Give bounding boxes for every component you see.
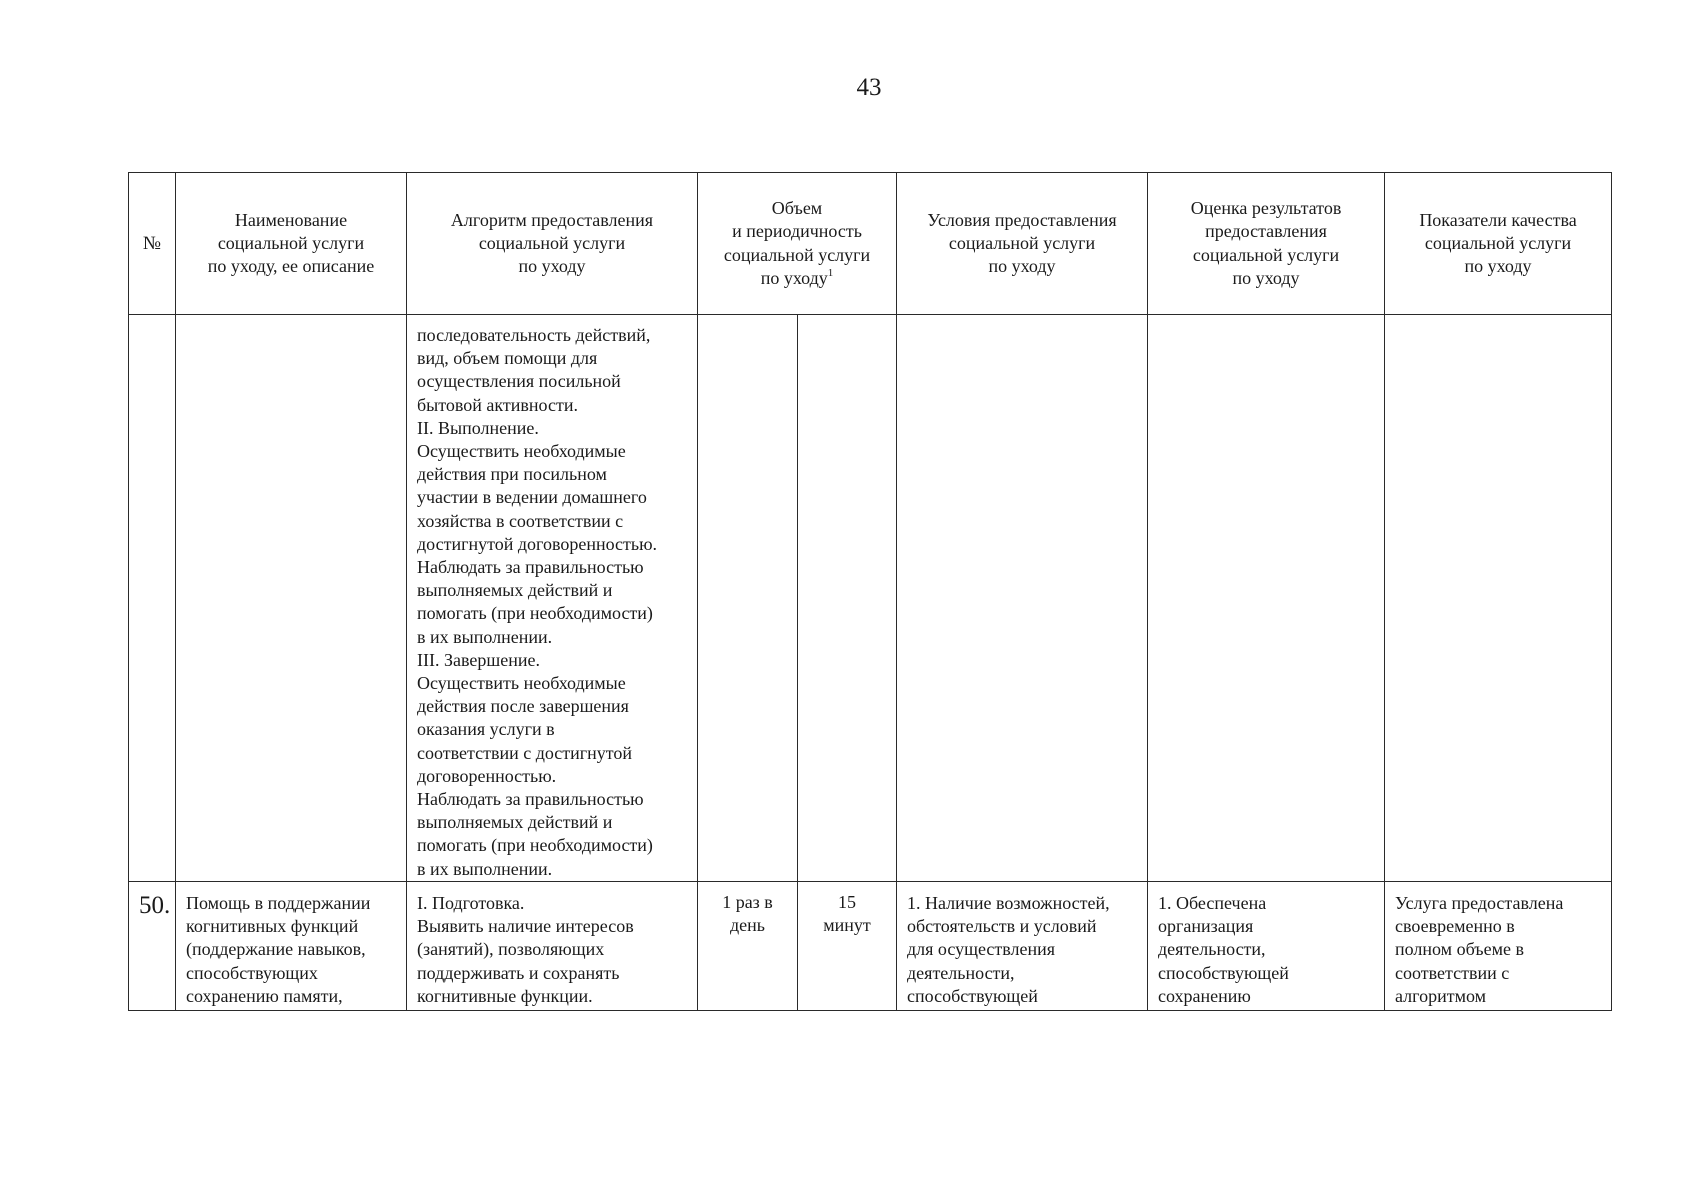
header-line: Условия предоставления (927, 209, 1117, 230)
text-line: Наблюдать за правильностью (417, 557, 644, 578)
text-line: 1. Обеспечена (1158, 893, 1267, 913)
cell-quality (1385, 315, 1612, 882)
header-number (129, 173, 176, 315)
text-line: помогать (при необходимости) (417, 835, 653, 856)
header-algorithm (407, 173, 698, 315)
footnote-marker: 1 (827, 266, 834, 279)
algorithm-text (407, 882, 697, 1008)
cell-evaluation (1148, 882, 1385, 1011)
header-line: социальной услуги (1192, 244, 1340, 265)
text-line: последовательность действий, (417, 325, 651, 345)
text-line: 1. Наличие возможностей, (907, 893, 1110, 913)
cell-conditions (897, 315, 1148, 882)
text-line: поддерживать и сохранять (417, 962, 620, 983)
header-line: Наименование (234, 209, 348, 230)
header-line: социальной услуги (217, 232, 365, 253)
text-line: III. Завершение. (417, 649, 540, 670)
text-line: способствующих (186, 962, 318, 983)
text-line: сохранению памяти, (186, 985, 343, 1006)
text-line: выполняемых действий и (417, 580, 613, 601)
header-line: по уходу, ее описание (207, 256, 375, 277)
text-line: (занятий), позволяющих (417, 939, 605, 960)
text-line: алгоритмом (1395, 985, 1487, 1006)
header-line: социальной услуги (478, 232, 626, 253)
header-quality (1385, 173, 1612, 315)
cell-quality (1385, 882, 1612, 1011)
header-number-label: № (142, 232, 162, 254)
header-line: Алгоритм предоставления (450, 209, 654, 230)
text-line: достигнутой договоренностью. (417, 533, 658, 554)
text-line: организация (1158, 916, 1254, 937)
text-line: вид, объем помощи для (417, 348, 598, 369)
evaluation-text (1148, 882, 1384, 1008)
quality-text (1385, 882, 1611, 1008)
header-line: по уходу (518, 256, 586, 277)
frequency-text (698, 882, 797, 937)
text-line: Помощь в поддержании (186, 893, 371, 913)
text-line: действия после завершения (417, 696, 629, 717)
header-line: социальной услуги (723, 244, 871, 265)
service-name-text (176, 882, 406, 1008)
text-line: когнитивные функции. (417, 985, 593, 1006)
text-line: выполняемых действий и (417, 812, 613, 833)
header-line: по уходу (1232, 267, 1300, 288)
cell-frequency (698, 315, 798, 882)
header-line: Оценка результатов (1190, 198, 1342, 219)
table-row-50 (129, 882, 1612, 1011)
table-row-continuation (129, 315, 1612, 882)
text-line: соответствии с достигнутой (417, 742, 633, 763)
header-line: Показатели качества (1419, 209, 1577, 230)
text-line: II. Выполнение. (417, 417, 539, 438)
text-line: оказания услуги в (417, 719, 555, 740)
header-evaluation (1148, 173, 1385, 315)
text-line: способствующей (1158, 962, 1289, 983)
care-services-table (128, 172, 1612, 1011)
text-line: (поддержание навыков, (186, 939, 366, 960)
text-line: сохранению (1158, 985, 1251, 1006)
algorithm-text (407, 315, 697, 881)
text-line: своевременно в (1395, 916, 1515, 937)
cell-frequency (698, 882, 798, 1011)
text-line: полном объеме в (1395, 939, 1524, 960)
cell-number (129, 315, 176, 882)
text-line: помогать (при необходимости) (417, 603, 653, 624)
text-line: деятельности, (907, 962, 1015, 983)
text-line: деятельности, (1158, 939, 1266, 960)
text-line: I. Подготовка. (417, 893, 525, 913)
header-line: Объем (771, 198, 823, 219)
duration-text (798, 882, 896, 937)
header-line: по уходу (988, 256, 1056, 277)
text-line: Осуществить необходимые (417, 441, 626, 462)
cell-evaluation (1148, 315, 1385, 882)
cell-service-name (176, 882, 407, 1011)
conditions-text (897, 882, 1147, 1008)
text-line: когнитивных функций (186, 916, 359, 937)
text-line: действия при посильном (417, 464, 607, 485)
text-line: способствующей (907, 985, 1038, 1006)
row-number: 50. (139, 892, 171, 919)
cell-number (129, 882, 176, 1011)
text-line: соответствии с (1395, 962, 1510, 983)
text-line: осуществления посильной (417, 371, 621, 392)
header-line: по уходу$^1$ (760, 266, 834, 288)
header-line: по уходу (1464, 256, 1532, 277)
text-line: обстоятельств и условий (907, 916, 1097, 937)
text-line: участии в ведении домашнего (417, 487, 647, 508)
header-conditions (897, 173, 1148, 315)
cell-service-name (176, 315, 407, 882)
header-line: и периодичность (732, 221, 862, 242)
text-line: бытовой активности. (417, 394, 578, 415)
text-line: хозяйства в соответствии с (417, 510, 624, 531)
text-line: в их выполнении. (417, 858, 553, 879)
text-line: Осуществить необходимые (417, 673, 626, 694)
text-line: день (730, 915, 765, 936)
page-number: 43 (856, 74, 882, 101)
cell-duration (798, 315, 897, 882)
cell-algorithm (407, 882, 698, 1011)
header-service-name (176, 173, 407, 315)
cell-algorithm (407, 315, 698, 882)
header-volume (698, 173, 897, 315)
text-line: 15 (838, 892, 856, 912)
text-line: Выявить наличие интересов (417, 916, 634, 937)
cell-conditions (897, 882, 1148, 1011)
header-line: социальной услуги (948, 232, 1096, 253)
header-line: предоставления (1205, 221, 1327, 242)
text-line: минут (823, 915, 871, 936)
text-line: договоренностью. (417, 765, 557, 786)
text-line: в их выполнении. (417, 626, 553, 647)
text-line: Услуга предоставлена (1395, 893, 1564, 913)
header-row (129, 173, 1612, 315)
text-line: 1 раз в (722, 892, 773, 912)
header-line: социальной услуги (1424, 232, 1572, 253)
text-line: Наблюдать за правильностью (417, 789, 644, 810)
text-line: для осуществления (907, 939, 1056, 960)
cell-duration (798, 882, 897, 1011)
